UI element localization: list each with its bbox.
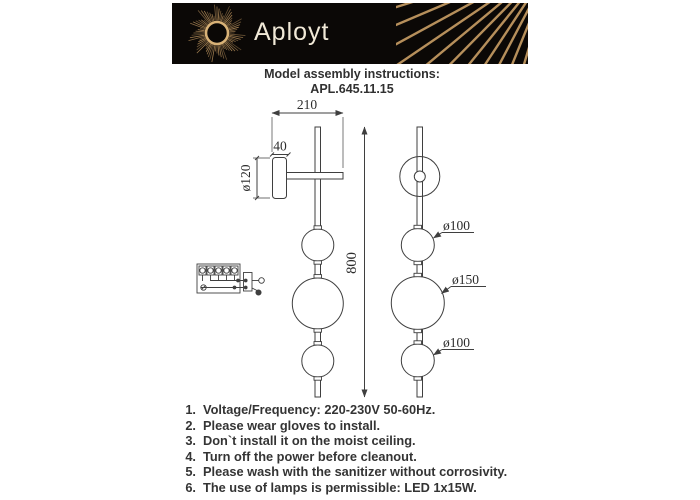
list-item — [181, 464, 507, 480]
canopy-hub — [414, 171, 425, 182]
page-title: Model assembly instructions: — [264, 67, 440, 81]
brand-name: Aployt — [254, 18, 330, 46]
item-number: 3. — [185, 433, 196, 449]
item-number: 1. — [185, 402, 196, 417]
wire-end-open — [259, 278, 265, 284]
svg-text:40: 40 — [273, 138, 287, 154]
corner-rays-decoration — [396, 3, 528, 64]
dim-canopy-diameter — [238, 156, 270, 200]
side-sphere-large — [292, 278, 343, 329]
item-text: Please wear gloves to install. — [203, 417, 381, 433]
model-number: APL.645.11.15 — [310, 81, 394, 96]
front-view — [391, 127, 486, 397]
wiring-diagram — [197, 264, 264, 295]
front-sphere-large — [391, 277, 444, 330]
label-bottom-sphere — [434, 335, 475, 355]
item-number: 6. — [185, 479, 196, 495]
title-block — [172, 67, 532, 96]
item-number: 5. — [185, 464, 196, 480]
front-sphere-small-top — [401, 229, 434, 262]
label-middle-sphere — [442, 272, 487, 294]
item-text: The use of lamps is permissible: LED 1x15W. — [203, 479, 477, 495]
side-sphere-small-top — [302, 229, 334, 261]
list-item — [181, 433, 507, 449]
wire-end-ground — [256, 290, 261, 295]
dim-800 — [344, 127, 365, 397]
item-text: Don`t install it on the moist ceiling. — [203, 433, 416, 449]
side-sphere-small-bottom — [302, 345, 334, 377]
instruction-list — [181, 402, 507, 496]
list-item — [181, 480, 507, 496]
item-text: Turn off the power before cleanout. — [203, 448, 417, 464]
svg-text:ø100: ø100 — [443, 218, 470, 233]
list-item — [181, 418, 507, 434]
svg-text:ø120: ø120 — [238, 164, 253, 192]
list-item — [181, 449, 507, 465]
item-text: Voltage/Frequency: 220-230V 50-60Hz. — [203, 402, 436, 417]
front-sphere-small-bottom — [401, 344, 434, 377]
dim-40 — [270, 139, 291, 157]
item-number: 4. — [185, 448, 196, 464]
sunburst-logo-icon — [172, 3, 264, 64]
wall-plate — [273, 158, 287, 199]
label-top-sphere — [434, 218, 475, 238]
brand-header-band — [172, 3, 528, 64]
svg-text:210: 210 — [296, 98, 318, 112]
svg-text:ø100: ø100 — [443, 335, 470, 350]
terminal-screws — [199, 266, 238, 281]
svg-text:800: 800 — [344, 252, 360, 274]
list-item — [181, 402, 507, 418]
svg-text:ø150: ø150 — [452, 272, 479, 287]
item-number: 2. — [185, 417, 196, 433]
mount-arm — [287, 173, 344, 180]
technical-drawing — [180, 98, 510, 403]
item-text: Please wash with the sanitizer without corrosivity. — [203, 464, 508, 480]
side-view — [238, 98, 365, 397]
